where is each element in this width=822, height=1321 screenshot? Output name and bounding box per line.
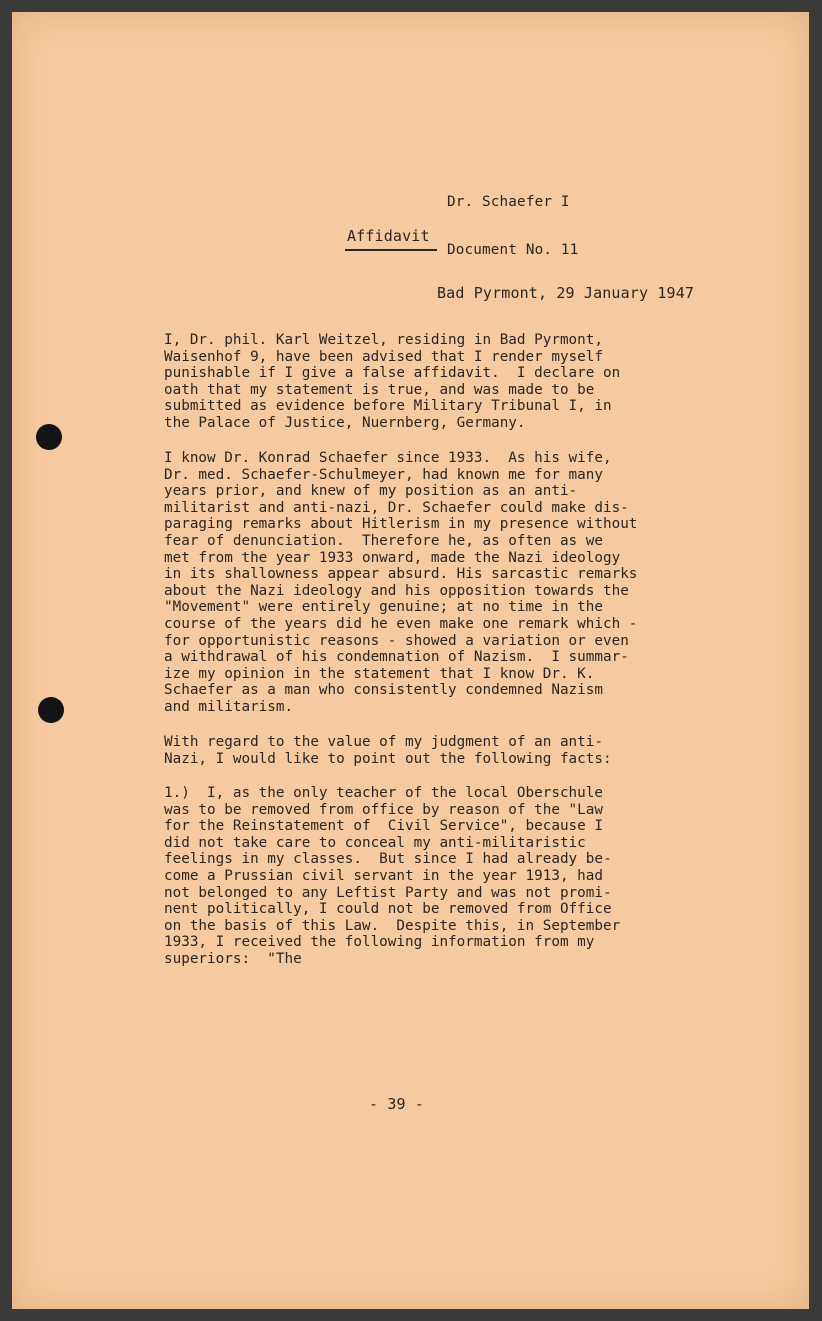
text-line: on the basis of this Law. Despite this, in September [164,917,621,934]
text-line: punishable if I give a false affidavit. I declare on [164,365,621,382]
text-line: ize my opinion in the statement that I know Dr. K. [164,665,595,682]
text-line: Waisenhof 9, have been advised that I render myself [164,348,603,365]
text-line: come a Prussian civil servant in the year 1913, had [164,867,603,884]
text-line: and militarism. [164,698,294,715]
text-line: Nazi, I would like to point out the following facts: [164,750,612,767]
page-number: - 39 - [369,1095,425,1113]
text-line: oath that my statement is true, and was made to be [164,381,595,398]
paragraph-acquaintance [164,450,637,716]
text-line: for the Reinstatement of Civil Service", because I [164,818,603,835]
text-line: not belonged to any Leftist Party and was not promi- [164,884,612,901]
text-line: I, Dr. phil. Karl Weitzel, residing in Bad Pyrmont, [164,332,603,348]
text-line: the Palace of Justice, Nuernberg, Germany. [164,414,526,431]
text-line: met from the year 1933 onward, made the Nazi ideology [164,549,621,566]
document-page [12,12,809,1309]
text-line: did not take care to conceal my anti-militaristic [164,834,586,851]
place-and-date: Bad Pyrmont, 29 January 1947 [437,284,695,302]
text-line: Schaefer as a man who consistently condemned Nazism [164,682,603,699]
text-line: Dr. med. Schaefer-Schulmeyer, had known me for many [164,466,603,483]
punch-hole-top [36,424,62,450]
paragraph-judgment [164,734,612,767]
text-line: paraging remarks about Hitlerism in my presence without [164,516,638,533]
document-header [447,162,578,290]
text-line: feelings in my classes. But since I had already be- [164,851,612,868]
text-line: for opportunistic reasons - showed a variation or even [164,632,629,649]
text-line: With regard to the value of my judgment of an anti- [164,734,603,750]
text-line: fear of denunciation. Therefore he, as often as we [164,532,603,549]
text-line: was to be removed from office by reason of the "Law [164,801,603,818]
document-title: Affidavit [347,227,430,245]
text-line: nent politically, I could not be removed from Office [164,901,612,918]
text-line: a withdrawal of his condemnation of Nazism. I summar- [164,649,629,666]
text-line: in its shallowness appear absurd. His sarcastic remarks [164,566,638,583]
title-underline [345,249,437,251]
text-line: militarist and anti-nazi, Dr. Schaefer could make dis- [164,499,629,516]
text-line: about the Nazi ideology and his opposition towards the [164,582,629,599]
header-line-case: Dr. Schaefer I [447,194,570,210]
text-line: superiors: "The [164,950,302,967]
punch-hole-bottom [38,697,64,723]
paragraph-declaration [164,332,620,432]
text-line: submitted as evidence before Military Tribunal I, in [164,398,612,415]
header-line-document-number: Document No. 11 [447,242,579,258]
paragraph-fact-one [164,785,620,968]
text-line: 1933, I received the following information from my [164,934,595,951]
text-line: I know Dr. Konrad Schaefer since 1933. As his wife, [164,450,612,466]
text-line: years prior, and knew of my position as an anti- [164,483,578,500]
text-line: 1.) I, as the only teacher of the local Oberschule [164,785,603,801]
text-line: course of the years did he even make one remark which - [164,615,638,632]
text-line: "Movement" were entirely genuine; at no time in the [164,599,603,616]
